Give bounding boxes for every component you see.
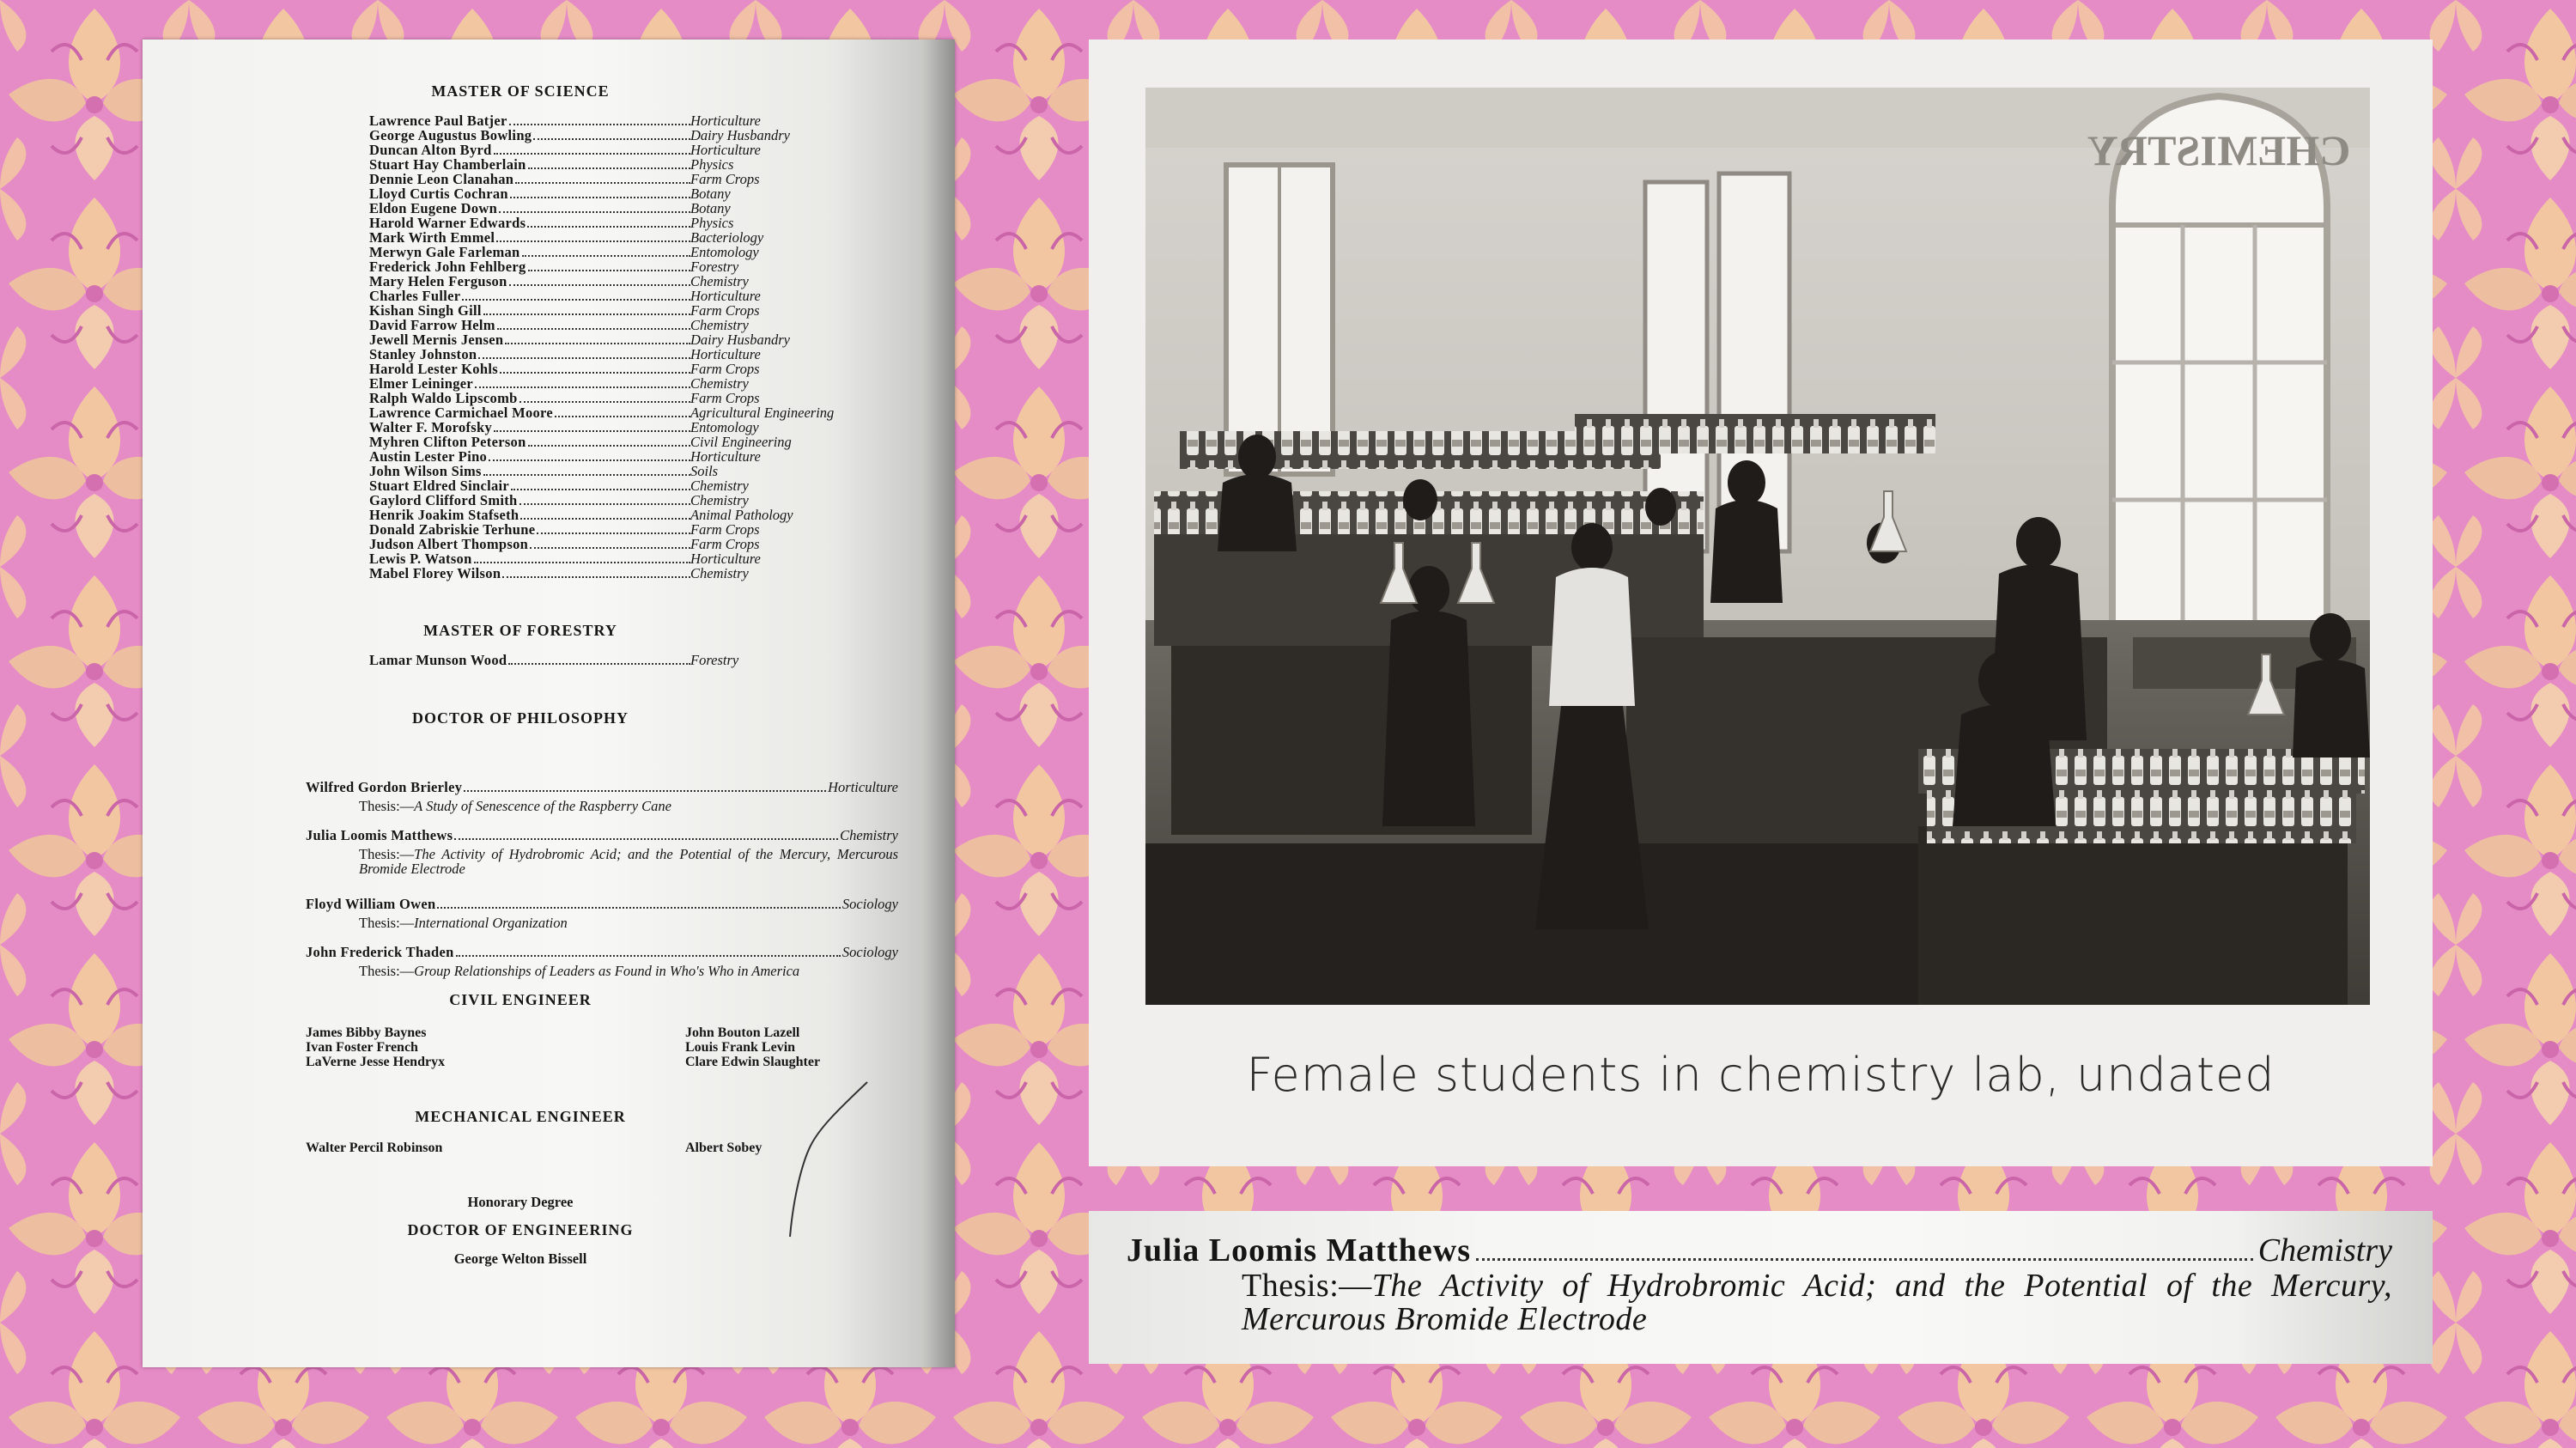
ms-entry (369, 215, 734, 231)
graduate-name: Lawrence Carmichael Moore (369, 405, 553, 421)
ms-entry (369, 463, 719, 479)
leader-dots (515, 181, 690, 184)
leader-dots (1476, 1258, 2253, 1261)
excerpt-field: Chemistry (2257, 1232, 2392, 1269)
leader-dots (502, 575, 690, 578)
phd-thesis (359, 847, 898, 876)
ce-heading: CIVIL ENGINEER (449, 991, 592, 1008)
leader-dots (528, 269, 690, 271)
graduate-field: Entomology (690, 244, 759, 260)
ms-entry (369, 127, 790, 143)
ms-entry (369, 332, 790, 348)
graduate-name: George Augustus Bowling (369, 127, 532, 143)
graduate-name: Gaylord Clifford Smith (369, 492, 518, 508)
graduate-name: Jewell Mernis Jensen (369, 332, 504, 348)
graduate-name: Lawrence Paul Batjer (369, 113, 507, 129)
graduate-field: Animal Pathology (690, 507, 793, 523)
leader-dots (499, 210, 690, 213)
ms-entry (369, 375, 749, 392)
graduate-field: Botany (690, 200, 731, 216)
ms-entry (369, 229, 764, 246)
phd-thesis (359, 799, 898, 813)
ms-entry (369, 521, 760, 538)
thesis-prefix: Thesis:— (359, 798, 415, 814)
excerpt-thesis (1242, 1269, 2392, 1336)
graduate-field: Dairy Husbandry (690, 127, 790, 143)
graduate-name: Stuart Eldred Sinclair (369, 478, 510, 494)
ms-entry (369, 113, 761, 129)
ms-entry (369, 273, 749, 289)
pen-mark-line (665, 1077, 888, 1240)
leader-dots (505, 342, 690, 344)
photo-card (1089, 40, 2433, 1166)
thesis-prefix: Thesis:— (359, 915, 415, 931)
graduate-field: Entomology (690, 419, 759, 435)
thesis-title: International Organization (414, 915, 568, 931)
graduate-name: Charles Fuller (369, 288, 461, 304)
ms-entry (369, 302, 760, 319)
leader-dots (527, 225, 690, 228)
graduate-field: Physics (690, 215, 734, 231)
graduate-name: Duncan Alton Byrd (369, 142, 492, 158)
honorary-degree-label: Honorary Degree (467, 1194, 574, 1210)
leader-dots (483, 473, 690, 476)
graduate-name: Louis Frank Levin (685, 1040, 796, 1055)
ms-entry (369, 200, 731, 216)
leader-dots (497, 327, 690, 330)
graduate-field: Dairy Husbandry (690, 332, 790, 348)
graduate-field: Soils (690, 463, 719, 479)
me-left-name: Walter Percil Robinson (306, 1141, 443, 1155)
ce-right-column (685, 1025, 820, 1069)
graduate-name: Lloyd Curtis Cochran (369, 186, 508, 202)
graduate-name: Ivan Foster French (306, 1040, 418, 1055)
thesis-title: Group Relationships of Leaders as Found in Who's Who in America (414, 963, 800, 979)
ms-entry (369, 317, 749, 333)
de-heading: DOCTOR OF ENGINEERING (407, 1221, 634, 1238)
ms-entry (369, 186, 731, 202)
leader-dots (508, 662, 690, 665)
phd-thesis (359, 964, 898, 978)
graduate-field: Horticulture (690, 288, 761, 304)
ms-entry (369, 536, 760, 552)
leader-dots (500, 371, 690, 374)
graduate-field: Botany (690, 186, 731, 202)
graduate-name: Eldon Eugene Down (369, 200, 498, 216)
graduate-field: Chemistry (690, 492, 749, 508)
leader-dots (537, 532, 690, 534)
mf-heading: MASTER OF FORESTRY (423, 622, 617, 639)
graduate-field: Chemistry (690, 565, 749, 581)
leader-dots (533, 137, 690, 140)
graduate-field: Horticulture (690, 142, 761, 158)
graduate-field: Chemistry (690, 375, 749, 392)
leader-dots (462, 298, 690, 301)
lab-photo-illustration (1145, 88, 2370, 1005)
graduate-field: Civil Engineering (690, 434, 792, 450)
graduate-name: Floyd William Owen (306, 896, 436, 912)
mf-entry (369, 652, 739, 668)
graduate-field: Farm Crops (690, 361, 760, 377)
graduate-name: Harold Lester Kohls (369, 361, 498, 377)
graduate-field: Horticulture (690, 113, 761, 129)
photo-caption: Female students in chemistry lab, undated (1246, 1048, 2275, 1102)
graduate-name: LaVerne Jesse Hendryx (306, 1055, 446, 1069)
graduate-name: Walter F. Morofsky (369, 419, 493, 435)
leader-dots (509, 283, 690, 286)
graduate-name: Mark Wirth Emmel (369, 229, 495, 246)
phd-entry (306, 897, 898, 911)
graduate-name: Clare Edwin Slaughter (685, 1055, 821, 1069)
leader-dots (478, 356, 690, 359)
graduate-name: John Wilson Sims (369, 463, 482, 479)
ms-entry (369, 448, 761, 465)
leader-dots (528, 167, 690, 169)
leader-dots (475, 386, 690, 388)
ms-list (369, 113, 835, 581)
ms-entry (369, 507, 793, 523)
thesis-title: The Activity of Hydrobromic Acid; and the Potential of the Mercury, Mercurous Bromide Electrode (1242, 1268, 2392, 1337)
leader-dots (509, 123, 690, 125)
graduate-name: Judson Albert Thompson (369, 536, 529, 552)
graduate-name: Austin Lester Pino (369, 448, 488, 465)
ms-entry (369, 244, 759, 260)
excerpt-name-line (1127, 1232, 2392, 1269)
ms-entry (369, 419, 759, 435)
leader-dots (474, 561, 690, 563)
graduate-name: Henrik Joakim Stafseth (369, 507, 519, 523)
leader-dots (454, 837, 838, 840)
ms-entry (369, 346, 761, 362)
phd-entry (306, 828, 898, 843)
graduate-name: Dennie Leon Clanahan (369, 171, 514, 187)
graduate-name: Lamar Munson Wood (369, 652, 507, 668)
graduate-name: Lewis P. Watson (369, 551, 472, 567)
graduate-field: Bacteriology (690, 229, 764, 246)
thesis-title: The Activity of Hydrobromic Acid; and the Potential of the Mercury, Mercurous Bromide Electrode (359, 846, 898, 877)
leader-dots (555, 415, 690, 417)
ms-entry (369, 171, 760, 187)
commencement-program-page (143, 40, 955, 1367)
leader-dots (483, 313, 690, 315)
wall-sign-text: CHEMISTRY (2087, 126, 2351, 174)
graduate-name: Mary Helen Ferguson (369, 273, 507, 289)
ms-entry (369, 361, 760, 377)
graduate-name: Mabel Florey Wilson (369, 565, 501, 581)
ms-entry (369, 492, 749, 508)
graduate-field: Farm Crops (690, 521, 760, 538)
leader-dots (511, 488, 690, 490)
graduate-field: Farm Crops (690, 390, 760, 406)
graduate-name: Stuart Hay Chamberlain (369, 156, 526, 173)
leader-dots (522, 254, 690, 257)
thesis-title: A Study of Senescence of the Raspberry Cane (414, 798, 671, 814)
leader-dots (494, 152, 690, 155)
graduate-field: Chemistry (690, 478, 749, 494)
graduate-name: Julia Loomis Matthews (306, 827, 453, 843)
excerpt-name: Julia Loomis Matthews (1127, 1232, 1471, 1269)
leader-dots (530, 546, 690, 549)
me-heading: MECHANICAL ENGINEER (415, 1108, 626, 1125)
graduate-field: Farm Crops (690, 536, 760, 552)
ms-entry (369, 434, 792, 450)
zoomed-excerpt (1089, 1211, 2433, 1364)
graduate-name: Harold Warner Edwards (369, 215, 526, 231)
graduate-name: Stanley Johnston (369, 346, 477, 362)
ms-entry (369, 259, 739, 275)
ms-heading: MASTER OF SCIENCE (431, 82, 610, 100)
leader-dots (456, 954, 841, 957)
graduate-name: Ralph Waldo Lipscomb (369, 390, 518, 406)
graduate-field: Chemistry (840, 827, 898, 843)
ms-entry (369, 142, 761, 158)
graduate-field: Forestry (690, 652, 739, 668)
graduate-name: Elmer Leininger (369, 375, 474, 392)
graduate-field: Sociology (841, 944, 898, 960)
graduate-name: Merwyn Gale Farleman (369, 244, 520, 260)
thesis-prefix: Thesis:— (359, 846, 415, 862)
phd-heading: DOCTOR OF PHILOSOPHY (411, 709, 629, 727)
phd-entry (306, 780, 898, 794)
thesis-prefix: Thesis:— (1242, 1268, 1372, 1304)
thesis-prefix: Thesis:— (359, 963, 415, 979)
leader-dots (519, 400, 690, 403)
ms-entry (369, 156, 734, 173)
graduate-name: Kishan Singh Gill (369, 302, 482, 319)
graduate-name: John Bouton Lazell (685, 1025, 800, 1040)
me-right-name: Albert Sobey (685, 1141, 762, 1155)
graduate-name: Wilfred Gordon Brierley (306, 779, 463, 795)
ms-entry (369, 565, 749, 581)
phd-thesis (359, 916, 898, 930)
graduate-name: David Farrow Helm (369, 317, 495, 333)
leader-dots (496, 240, 690, 242)
graduate-field: Agricultural Engineering (690, 405, 835, 421)
de-name: George Welton Bissell (453, 1250, 587, 1267)
graduate-name: Frederick John Fehlberg (369, 259, 526, 275)
graduate-name: James Bibby Baynes (306, 1025, 427, 1040)
leader-dots (437, 906, 840, 909)
phd-entry (306, 945, 898, 959)
graduate-field: Horticulture (690, 551, 761, 567)
chemistry-lab-photo (1145, 88, 2370, 1005)
graduate-field: Horticulture (690, 448, 761, 465)
graduate-field: Chemistry (690, 317, 749, 333)
graduate-field: Farm Crops (690, 302, 760, 319)
graduate-name: Donald Zabriskie Terhune (369, 521, 536, 538)
ms-entry (369, 551, 761, 567)
leader-dots (489, 459, 690, 461)
graduate-name: John Frederick Thaden (306, 944, 454, 960)
leader-dots (528, 444, 690, 447)
graduate-field: Chemistry (690, 273, 749, 289)
graduate-field: Sociology (841, 896, 898, 912)
ms-entry (369, 405, 835, 421)
leader-dots (494, 429, 690, 432)
ms-entry (369, 288, 761, 304)
ms-entry (369, 478, 749, 494)
graduate-field: Forestry (690, 259, 739, 275)
leader-dots (520, 517, 690, 520)
leader-dots (464, 789, 826, 792)
ms-entry (369, 390, 760, 406)
ce-left-column (306, 1025, 445, 1069)
leader-dots (519, 502, 690, 505)
graduate-field: Farm Crops (690, 171, 760, 187)
graduate-field: Horticulture (690, 346, 761, 362)
leader-dots (510, 196, 690, 198)
graduate-field: Horticulture (828, 779, 898, 795)
graduate-name: Myhren Clifton Peterson (369, 434, 526, 450)
graduate-field: Physics (690, 156, 734, 173)
